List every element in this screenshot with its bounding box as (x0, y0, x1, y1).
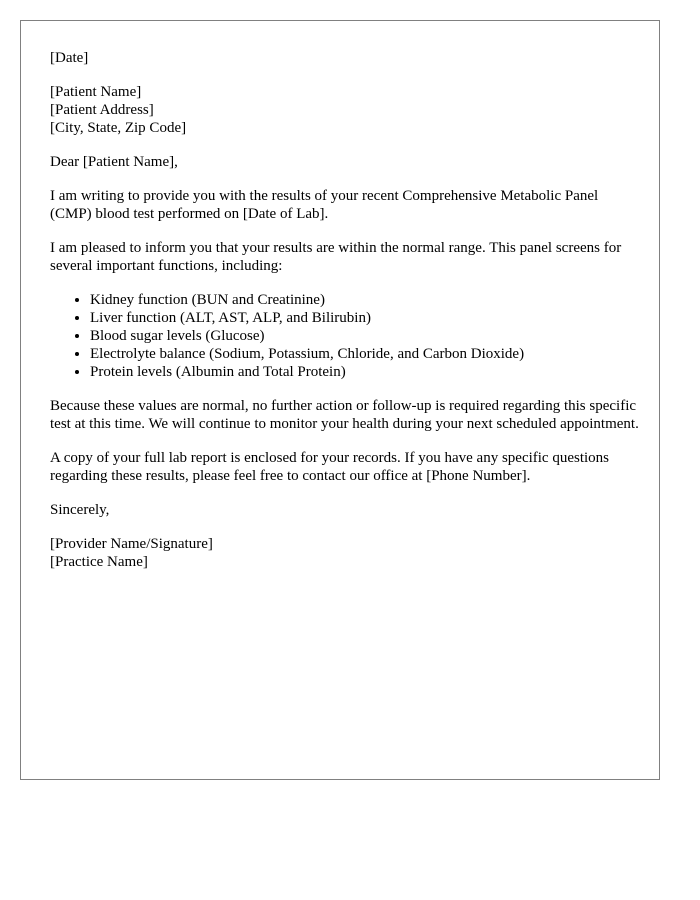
letter-date: [Date] (50, 50, 89, 66)
signature-block (50, 535, 640, 571)
recipient-address: [Patient Address] (50, 102, 154, 118)
recipient-address-block (50, 83, 640, 137)
follow-up-paragraph: Because these values are normal, no further action or follow-up is required regarding this specific test at this time. We will continue to monitor your health during your next scheduled appointment. (50, 398, 639, 432)
list-item: • Protein levels (Albumin and Total Protein) (90, 363, 640, 381)
practice-name: [Practice Name] (50, 554, 148, 570)
intro-paragraph: I am writing to provide you with the results of your recent Comprehensive Metabolic Panel (CMP) blood test performed on [Date of Lab]. (50, 188, 599, 222)
functions-list (50, 291, 640, 381)
provider-signature: [Provider Name/Signature] (50, 536, 213, 552)
letter-body (50, 49, 640, 587)
list-item: • Kidney function (BUN and Creatinine) (90, 291, 640, 309)
salutation: Dear [Patient Name], (50, 154, 178, 170)
recipient-city-state-zip: [City, State, Zip Code] (50, 120, 187, 136)
list-item: • Liver function (ALT, AST, ALP, and Bilirubin) (90, 309, 640, 327)
closing: Sincerely, (50, 502, 110, 518)
results-paragraph: I am pleased to inform you that your results are within the normal range. This panel screens for several important functions, including: (50, 240, 622, 274)
recipient-name: [Patient Name] (50, 84, 142, 100)
list-item: • Blood sugar levels (Glucose) (90, 327, 640, 345)
list-item: • Electrolyte balance (Sodium, Potassium, Chloride, and Carbon Dioxide) (90, 345, 640, 363)
letter-page (20, 20, 660, 780)
contact-paragraph: A copy of your full lab report is enclosed for your records. If you have any specific questions regarding these results, please feel free to contact our office at [Phone Number]. (50, 450, 610, 484)
